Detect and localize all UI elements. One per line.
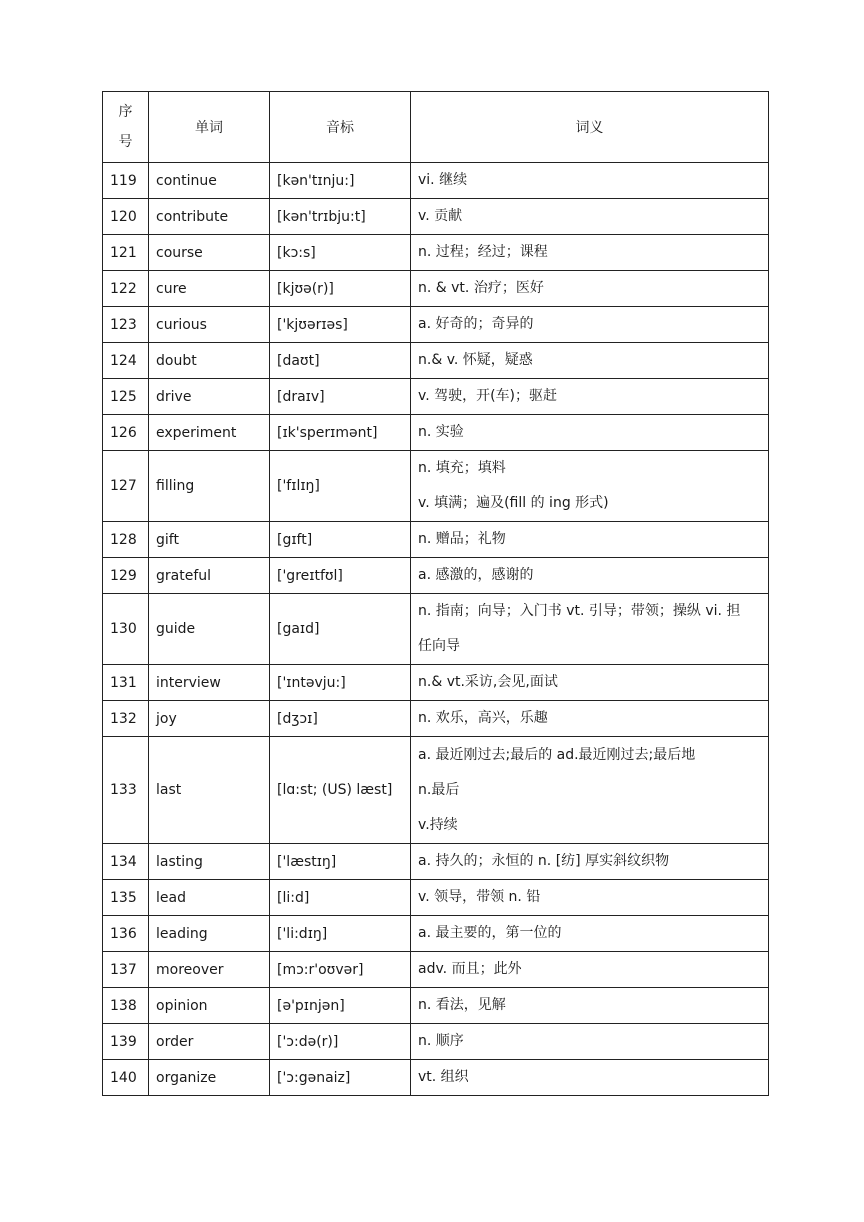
definition-line: n. 实验 <box>418 424 464 440</box>
definition-line: a. 最近刚过去;最后的 ad.最近刚过去;最后地 <box>418 746 696 763</box>
entry-number: 134 <box>103 844 149 880</box>
definition-line: n.& vt.采访,会见,面试 <box>418 674 558 690</box>
entry-definition <box>411 988 769 1024</box>
entry-word: curious <box>149 307 270 343</box>
entry-definition <box>411 844 769 880</box>
definition-line: v. 贡献 <box>418 208 463 224</box>
table-row <box>103 665 769 701</box>
entry-definition <box>411 701 769 737</box>
entry-word: leading <box>149 916 270 952</box>
definition-line: v. 填满；遍及(fill 的 ing 形式) <box>418 495 609 511</box>
definition-line: n.最后 <box>418 781 460 798</box>
entry-number: 138 <box>103 988 149 1024</box>
definition-line: 任向导 <box>418 638 460 654</box>
entry-definition <box>411 379 769 415</box>
entry-number: 135 <box>103 880 149 916</box>
entry-word: joy <box>149 701 270 737</box>
header-phonetic: 音标 <box>270 92 411 163</box>
table-row <box>103 343 769 379</box>
entry-phonetic: [dʒɔɪ] <box>270 701 411 737</box>
entry-definition <box>411 916 769 952</box>
definition-line: a. 好奇的；奇异的 <box>418 316 534 332</box>
entry-phonetic: ['greɪtfʊl] <box>270 558 411 594</box>
entry-word: cure <box>149 271 270 307</box>
entry-definition <box>411 737 769 844</box>
definition-line: n. 看法，见解 <box>418 997 506 1013</box>
entry-phonetic: [draɪv] <box>270 379 411 415</box>
entry-word: opinion <box>149 988 270 1024</box>
table-row <box>103 235 769 271</box>
entry-definition <box>411 451 769 522</box>
entry-number: 137 <box>103 952 149 988</box>
entry-word: doubt <box>149 343 270 379</box>
entry-number: 128 <box>103 522 149 558</box>
entry-word: guide <box>149 594 270 665</box>
entry-phonetic: [kən'tɪnju:] <box>270 163 411 199</box>
entry-definition <box>411 271 769 307</box>
table-row <box>103 163 769 199</box>
entry-definition <box>411 665 769 701</box>
entry-phonetic: [gɪft] <box>270 522 411 558</box>
entry-definition <box>411 594 769 665</box>
definition-line: v. 领导，带领 n. 铅 <box>418 889 541 905</box>
table-row <box>103 880 769 916</box>
definition-line: n.& v. 怀疑，疑惑 <box>418 352 533 368</box>
definition-line: n. 填充；填料 <box>418 460 506 476</box>
entry-word: order <box>149 1024 270 1060</box>
entry-definition <box>411 415 769 451</box>
vocabulary-table <box>102 91 769 1096</box>
definition-line: n. & vt. 治疗；医好 <box>418 280 544 296</box>
definition-line: v.持续 <box>418 816 458 833</box>
entry-definition <box>411 307 769 343</box>
header-number: 序 号 <box>103 92 149 163</box>
table-row <box>103 307 769 343</box>
table-row <box>103 844 769 880</box>
entry-definition <box>411 880 769 916</box>
entry-number: 126 <box>103 415 149 451</box>
entry-phonetic: ['fɪlɪŋ] <box>270 451 411 522</box>
table-row <box>103 701 769 737</box>
definition-line: n. 过程；经过；课程 <box>418 244 548 260</box>
definition-line: vi. 继续 <box>418 172 468 188</box>
definition-line: a. 最主要的，第一位的 <box>418 925 562 941</box>
entry-definition <box>411 343 769 379</box>
entry-phonetic: ['læstɪŋ] <box>270 844 411 880</box>
entry-number: 129 <box>103 558 149 594</box>
entry-number: 120 <box>103 199 149 235</box>
table-row <box>103 737 769 844</box>
entry-definition <box>411 163 769 199</box>
definition-line: n. 指南；向导；入门书 vt. 引导；带领；操纵 vi. 担 <box>418 603 741 619</box>
entry-definition <box>411 558 769 594</box>
table-row <box>103 415 769 451</box>
entry-number: 125 <box>103 379 149 415</box>
entry-phonetic: [kən'trɪbju:t] <box>270 199 411 235</box>
entry-word: gift <box>149 522 270 558</box>
header-word: 单词 <box>149 92 270 163</box>
entry-word: lasting <box>149 844 270 880</box>
entry-word: interview <box>149 665 270 701</box>
definition-line: n. 欢乐，高兴，乐趣 <box>418 710 548 726</box>
entry-word: filling <box>149 451 270 522</box>
header-row <box>103 92 769 163</box>
definition-line: adv. 而且；此外 <box>418 961 522 977</box>
entry-word: last <box>149 737 270 844</box>
entry-number: 132 <box>103 701 149 737</box>
table-row <box>103 379 769 415</box>
table-body <box>103 163 769 1096</box>
entry-number: 123 <box>103 307 149 343</box>
entry-number: 133 <box>103 737 149 844</box>
entry-word: organize <box>149 1060 270 1096</box>
entry-phonetic: [gaɪd] <box>270 594 411 665</box>
entry-word: grateful <box>149 558 270 594</box>
entry-number: 136 <box>103 916 149 952</box>
table-row <box>103 1060 769 1096</box>
table-row <box>103 199 769 235</box>
entry-phonetic: [ə'pɪnjən] <box>270 988 411 1024</box>
entry-number: 121 <box>103 235 149 271</box>
header-definition: 词义 <box>411 92 769 163</box>
entry-word: course <box>149 235 270 271</box>
table-row <box>103 916 769 952</box>
definition-line: n. 赠品；礼物 <box>418 531 506 547</box>
entry-phonetic: [lɑ:st; (US) læst] <box>270 737 411 844</box>
entry-word: moreover <box>149 952 270 988</box>
entry-definition <box>411 522 769 558</box>
entry-phonetic: [kɔ:s] <box>270 235 411 271</box>
entry-phonetic: [ɪk'sperɪmənt] <box>270 415 411 451</box>
entry-number: 119 <box>103 163 149 199</box>
entry-definition <box>411 199 769 235</box>
definition-line: a. 感激的，感谢的 <box>418 567 534 583</box>
entry-phonetic: ['kjʊərɪəs] <box>270 307 411 343</box>
entry-phonetic: [li:d] <box>270 880 411 916</box>
entry-number: 130 <box>103 594 149 665</box>
entry-phonetic: [mɔ:r'oʊvər] <box>270 952 411 988</box>
entry-number: 139 <box>103 1024 149 1060</box>
definition-line: a. 持久的；永恒的 n. [纺] 厚实斜纹织物 <box>418 853 670 869</box>
entry-phonetic: ['li:dɪŋ] <box>270 916 411 952</box>
table-row <box>103 558 769 594</box>
table-row <box>103 988 769 1024</box>
entry-word: contribute <box>149 199 270 235</box>
entry-phonetic: [kjʊə(r)] <box>270 271 411 307</box>
definition-line: vt. 组织 <box>418 1069 469 1085</box>
entry-word: experiment <box>149 415 270 451</box>
definition-line: n. 顺序 <box>418 1033 464 1049</box>
entry-phonetic: ['ɪntəvju:] <box>270 665 411 701</box>
table-row <box>103 1024 769 1060</box>
entry-number: 127 <box>103 451 149 522</box>
entry-phonetic: [daʊt] <box>270 343 411 379</box>
definition-line: v. 驾驶，开(车)；驱赶 <box>418 388 558 404</box>
entry-number: 140 <box>103 1060 149 1096</box>
entry-definition <box>411 1024 769 1060</box>
table-row <box>103 451 769 522</box>
entry-definition <box>411 952 769 988</box>
entry-definition <box>411 235 769 271</box>
entry-number: 122 <box>103 271 149 307</box>
table-row <box>103 522 769 558</box>
entry-word: lead <box>149 880 270 916</box>
table-row <box>103 952 769 988</box>
entry-word: continue <box>149 163 270 199</box>
entry-number: 131 <box>103 665 149 701</box>
entry-phonetic: ['ɔ:də(r)] <box>270 1024 411 1060</box>
entry-phonetic: ['ɔ:gənaiz] <box>270 1060 411 1096</box>
entry-definition <box>411 1060 769 1096</box>
entry-number: 124 <box>103 343 149 379</box>
table-row <box>103 594 769 665</box>
entry-word: drive <box>149 379 270 415</box>
table-row <box>103 271 769 307</box>
